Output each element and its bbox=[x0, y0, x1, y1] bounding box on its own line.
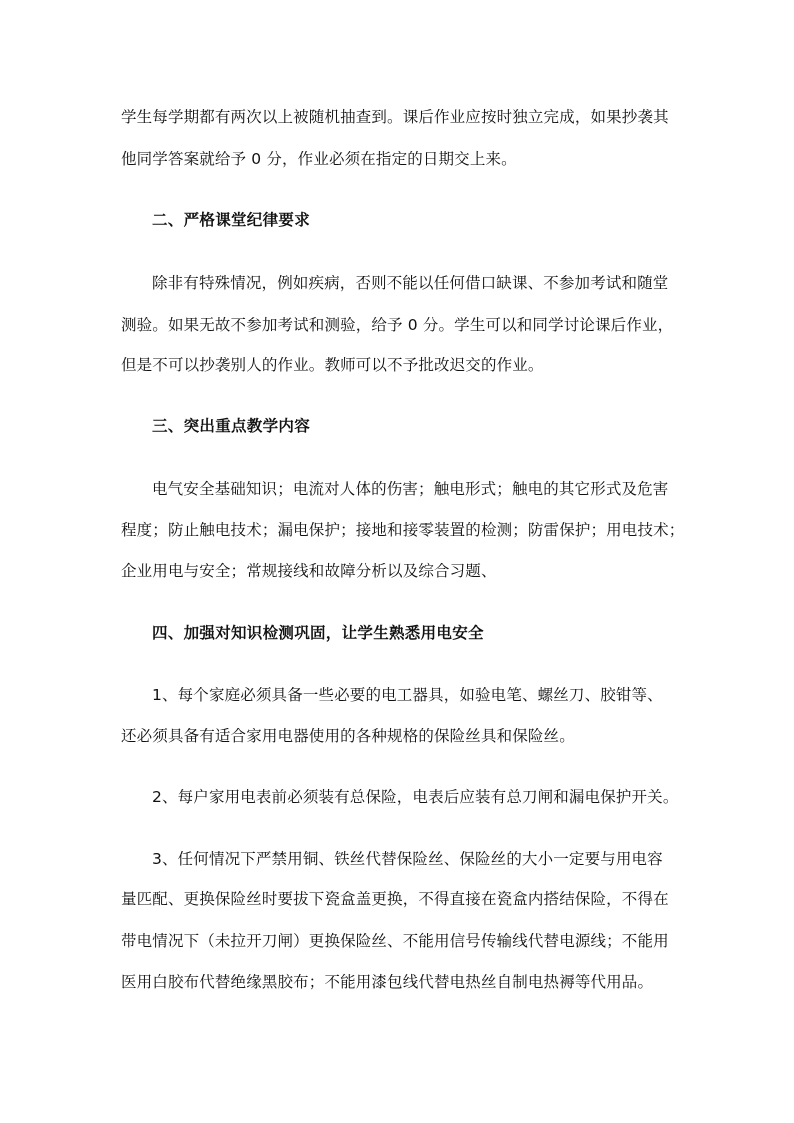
section-4-item-3-line-3: 带电情况下（未拉开刀闸）更换保险丝、不能用信号传输线代替电源线；不能用 bbox=[121, 932, 669, 950]
section-heading-4: 四、加强对知识检测巩固，让学生熟悉用电安全 bbox=[152, 624, 484, 642]
section-4-item-1-line-1: 1、每个家庭必须具备一些必要的电工器具，如验电笔、螺丝刀、胶钳等、 bbox=[152, 686, 663, 704]
section-2-line-1: 除非有特殊情况，例如疾病，否则不能以任何借口缺课、不参加考试和随堂 bbox=[152, 274, 669, 292]
section-heading-3: 三、突出重点教学内容 bbox=[152, 417, 311, 435]
section-4-item-3-line-4: 医用白胶布代替绝缘黑胶布；不能用漆包线代替电热丝自制电热褥等代用品。 bbox=[121, 973, 654, 991]
section-4-item-3-line-1: 3、任何情况下严禁用铜、铁丝代替保险丝、保险丝的大小一定要与用电容 bbox=[152, 850, 663, 868]
section-4-item-2-line-1: 2、每户家用电表前必须装有总保险，电表后应装有总刀闸和漏电保护开关。 bbox=[152, 788, 679, 806]
paragraph-intro-line-2: 他同学答案就给予 0 分，作业必须在指定的日期交上来。 bbox=[121, 150, 517, 168]
section-3-line-1: 电气安全基础知识；电流对人体的伤害；触电形式；触电的其它形式及危害 bbox=[152, 480, 669, 498]
section-3-line-2: 程度；防止触电技术；漏电保护；接地和接零装置的检测；防雷保护；用电技术； bbox=[121, 521, 685, 539]
section-2-line-3: 但是不可以抄袭别人的作业。教师可以不予批改迟交的作业。 bbox=[121, 356, 544, 374]
section-2-line-2: 测验。如果无故不参加考试和测验，给予 0 分。学生可以和同学讨论课后作业， bbox=[121, 316, 674, 334]
section-heading-2: 二、严格课堂纪律要求 bbox=[152, 211, 311, 229]
section-3-line-3: 企业用电与安全；常规接线和故障分析以及综合习题、 bbox=[121, 562, 497, 580]
section-4-item-3-line-2: 量匹配、更换保险丝时要拔下瓷盒盖更换，不得直接在瓷盒内搭结保险，不得在 bbox=[121, 890, 669, 908]
section-4-item-1-line-2: 还必须具备有适合家用电器使用的各种规格的保险丝具和保险丝。 bbox=[121, 727, 575, 745]
paragraph-intro-line-1: 学生每学期都有两次以上被随机抽查到。课后作业应按时独立完成，如果抄袭其 bbox=[121, 108, 669, 126]
